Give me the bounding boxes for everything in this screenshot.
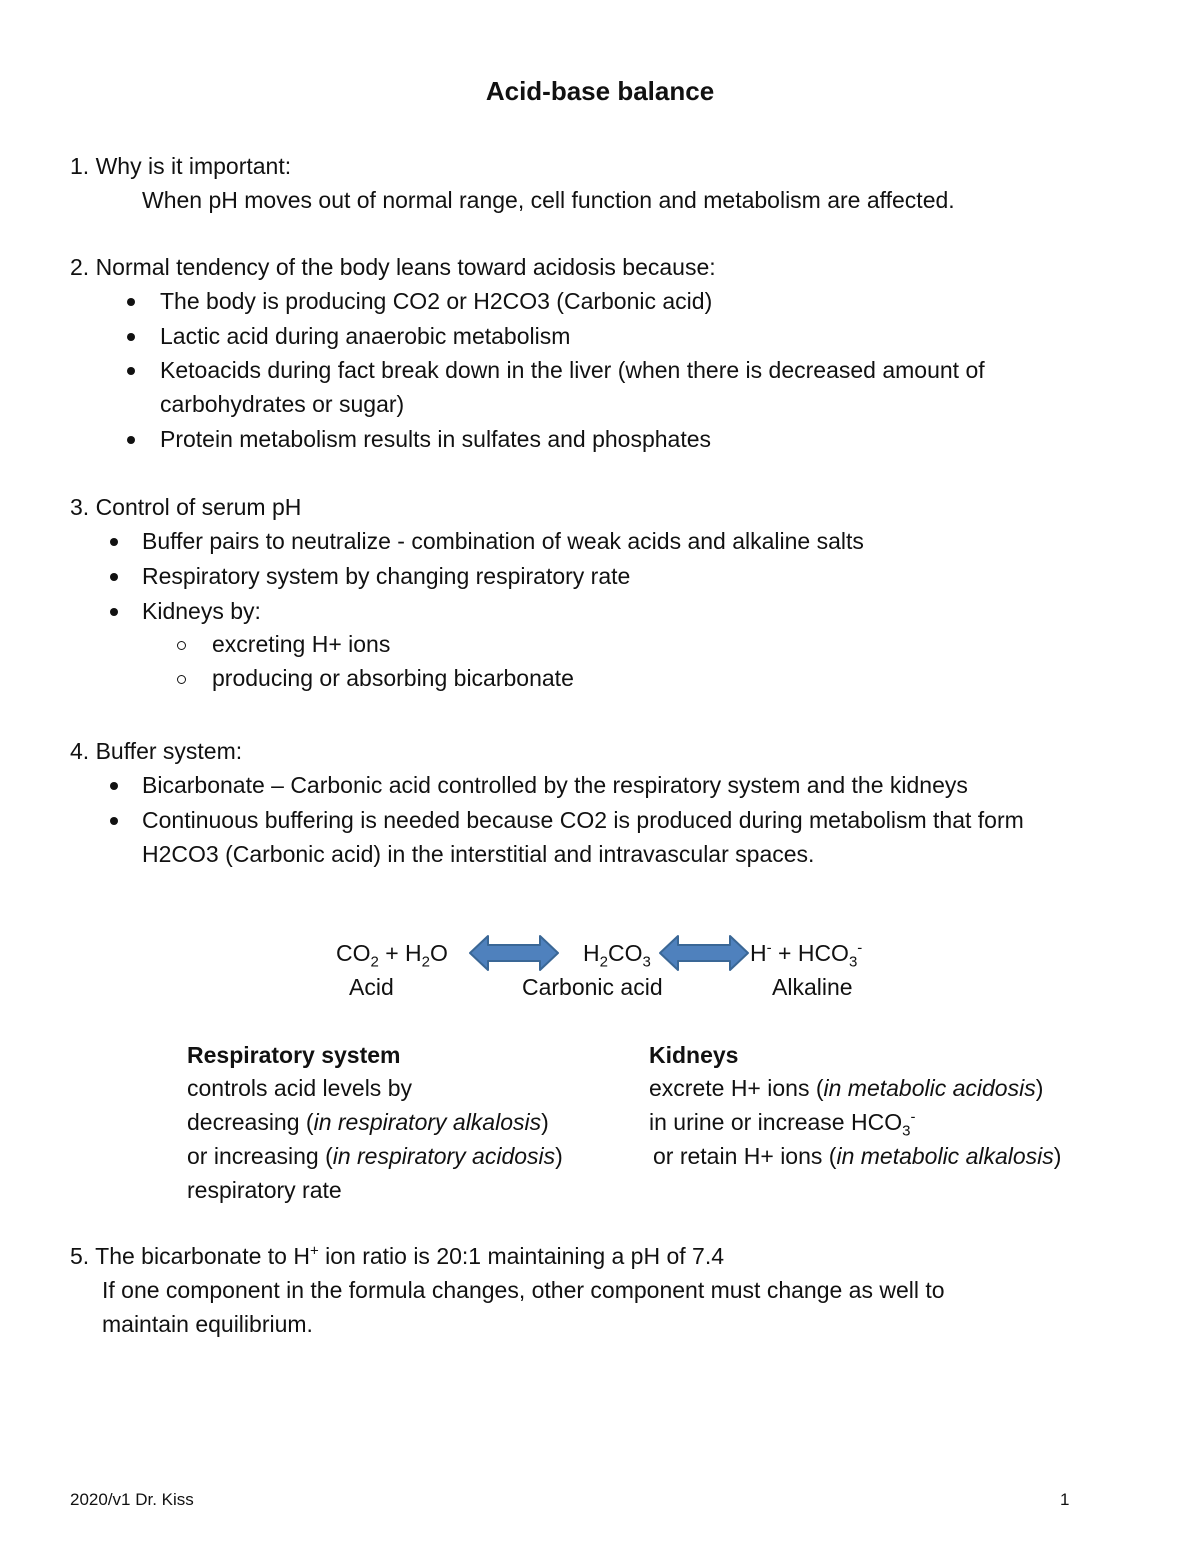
section-3-item: Buffer pairs to neutralize - combination of weak acids and alkaline salts [142, 528, 864, 554]
footer-version: 2020/v1 Dr. Kiss [70, 1490, 194, 1509]
bullet-icon [110, 538, 118, 546]
section-3-item: Respiratory system by changing respiratory rate [142, 563, 631, 589]
respiratory-line: controls acid levels by [187, 1075, 412, 1101]
double-arrow-icon [658, 933, 750, 973]
equation-label-acid: Acid [349, 974, 394, 1000]
respiratory-line: respiratory rate [187, 1177, 342, 1203]
bullet-icon [127, 436, 135, 444]
kidneys-line: excrete H+ ions (in metabolic acidosis) [649, 1075, 1044, 1101]
double-arrow-shape [660, 936, 748, 970]
section-3-subitem: excreting H+ ions [212, 631, 391, 657]
bullet-icon [110, 573, 118, 581]
section-2-item: Lactic acid during anaerobic metabolism [160, 323, 571, 349]
kidneys-line: or retain H+ ions (in metabolic alkalosis) [653, 1143, 1062, 1169]
circle-bullet-icon [177, 675, 186, 684]
equation-h-hco3: $H^- + HCO_3^-$ [750, 939, 863, 971]
section-1-text: When pH moves out of normal range, cell function and metabolism are affected. [142, 187, 955, 213]
section-2-item-cont: carbohydrates or sugar) [160, 391, 405, 417]
kidneys-heading: Kidneys [649, 1042, 739, 1068]
kidneys-line: in urine or increase $HCO_3^-$ [649, 1108, 916, 1140]
section-3-heading: 3. Control of serum pH [70, 494, 302, 520]
equation-co2-h2o: $CO_2 + H_2O$ [336, 940, 448, 971]
section-4-heading: 4. Buffer system: [70, 738, 243, 764]
section-2-item: Ketoacids during fact break down in the liver (when there is decreased amount of [160, 357, 985, 383]
section-3-subitem: producing or absorbing bicarbonate [212, 665, 574, 691]
section-5-heading: 5. The bicarbonate to H+ ion ratio is 20:1 maintaining a pH of 7.4 [70, 1242, 725, 1269]
section-2-heading: 2. Normal tendency of the body leans toward acidosis because: [70, 254, 716, 280]
section-3-item: Kidneys by: [142, 598, 261, 624]
section-4-item-cont: H2CO3 (Carbonic acid) in the interstitial and intravascular spaces. [142, 841, 815, 867]
section-2-item: Protein metabolism results in sulfates and phosphates [160, 426, 712, 452]
section-4-item: Bicarbonate – Carbonic acid controlled by the respiratory system and the kidneys [142, 772, 968, 798]
bullet-icon [110, 608, 118, 616]
page-title: Acid-base balance [485, 76, 715, 106]
section-1-heading: 1. Why is it important: [70, 153, 292, 179]
section-5-text: If one component in the formula changes, other component must change as well to [102, 1277, 945, 1303]
bullet-icon [127, 367, 135, 375]
section-4-item: Continuous buffering is needed because CO2 is produced during metabolism that form [142, 807, 1024, 833]
bullet-icon [110, 817, 118, 825]
section-2-item: The body is producing CO2 or H2CO3 (Carbonic acid) [160, 288, 713, 314]
double-arrow-shape [470, 936, 558, 970]
page-number: 1 [1060, 1490, 1070, 1509]
respiratory-line: decreasing (in respiratory alkalosis) [187, 1109, 549, 1135]
circle-bullet-icon [177, 641, 186, 650]
section-5-text: maintain equilibrium. [102, 1311, 313, 1337]
respiratory-line: or increasing (in respiratory acidosis) [187, 1143, 563, 1169]
equation-label-alkaline: Alkaline [772, 974, 853, 1000]
bullet-icon [110, 782, 118, 790]
double-arrow-icon [468, 933, 560, 973]
respiratory-heading: Respiratory system [187, 1042, 401, 1068]
equation-h2co3: $H_2CO_3$ [583, 940, 651, 971]
bullet-icon [127, 333, 135, 341]
equation-label-carbonic: Carbonic acid [522, 974, 663, 1000]
bullet-icon [127, 298, 135, 306]
